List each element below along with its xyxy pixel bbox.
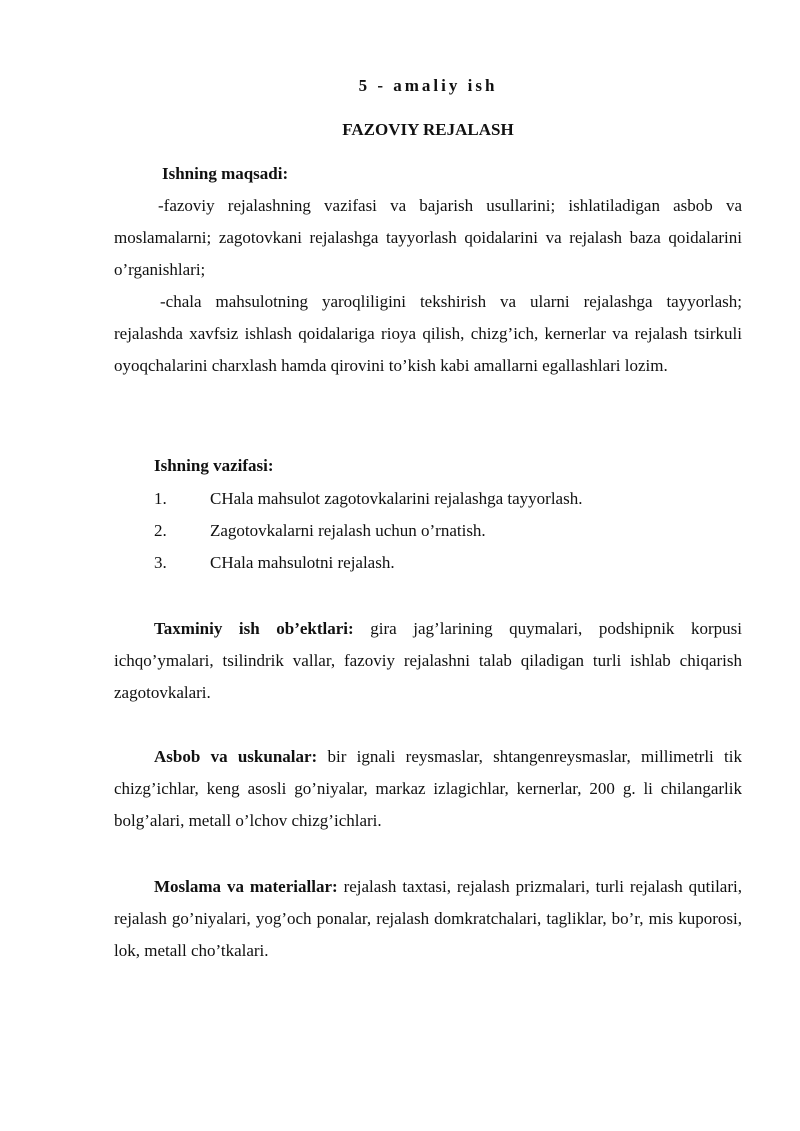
objects-label: Taxminiy ish ob’ektlari: — [154, 619, 354, 638]
list-item-number: 1. — [154, 489, 167, 508]
list-item-number: 3. — [154, 553, 167, 572]
objects-paragraph — [114, 613, 742, 709]
list-item — [154, 547, 395, 579]
materials-text: rejalash taxtasi, rejalash prizmalari, turli rejalash qutilari, rejalash go’niyalari, yog’och ponalar, rejalash domkratchalari, tagliklar, bo’r, mis kuporosi, lok, metall cho’tkalari. — [114, 877, 742, 960]
goal-paragraph-1: -fazoviy rejalashning vazifasi va bajarish usullarini; ishlatiladigan asbob va moslamalarni; zagotovkani rejalashga tayyorlash qoidalarini va rejalash baza qoidalarini o’rganishlari; — [114, 196, 742, 279]
objects-text: gira jag’larining quymalari, podshipnik korpusi ichqo’ymalari, tsilindrik vallar, fazoviy rejalashni talab qiladigan turli ishlab chiqarish zagotovkalari. — [114, 619, 742, 702]
materials-paragraph — [114, 871, 742, 967]
practice-number: 5 - amaliy ish — [358, 76, 498, 95]
list-item — [154, 515, 486, 547]
goal-paragraph-2: -chala mahsulotning yaroqliligini tekshirish va ularni rejalashga tayyorlash; rejalashda xavfsiz ishlash qoidalariga rioya qilish, chizg’ich, kernerlar va rejalash tsirkuli oyoqchalarini charxlash hamda qirovini to’kish kabi amallarni egallashlari lozim. — [114, 292, 742, 375]
list-item — [154, 483, 582, 515]
goal-heading: Ishning maqsadi: — [162, 164, 289, 183]
tasks-heading: Ishning vazifasi: — [154, 456, 274, 475]
materials-label: Moslama va materiallar: — [154, 877, 338, 896]
list-item-text: CHala mahsulot zagotovkalarini rejalashga tayyorlash. — [210, 489, 583, 508]
list-item-number: 2. — [154, 521, 167, 540]
tools-label: Asbob va uskunalar: — [154, 747, 318, 766]
tools-text: bir ignali reysmaslar, shtangenreysmaslar, millimetrli tik chizg’ichlar, keng asosli go’niyalar, markaz izlagichlar, kernerlar, 200 g. li chilangarlik bolg’alari, metall o’lchov chizg’ichlari. — [114, 747, 742, 830]
list-item-text: CHala mahsulotni rejalash. — [210, 553, 395, 572]
tools-paragraph — [114, 741, 742, 837]
list-item-text: Zagotovkalarni rejalash uchun o’rnatish. — [210, 521, 486, 540]
document-title: FAZOVIY REJALASH — [342, 120, 514, 139]
